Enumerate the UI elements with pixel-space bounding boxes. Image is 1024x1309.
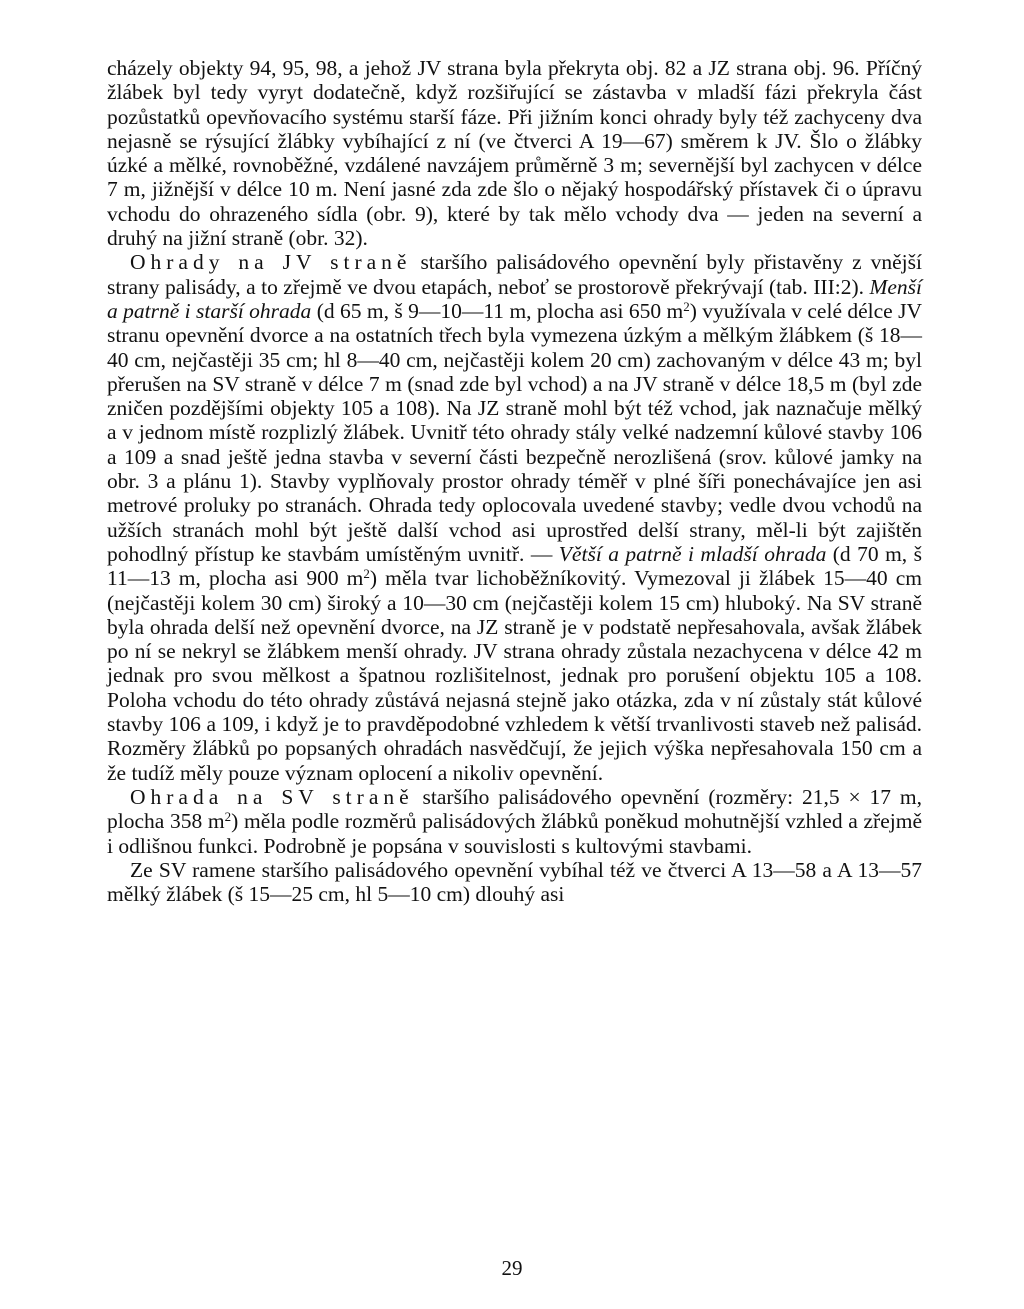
paragraph-2-text-3: ) využívala v celé délce JV stranu opevnění dvorce a na ostatních třech byla vymezena úzkým a mělkým žlábkem (š 18—40 cm, nejčastěji 35 cm; hl 8—40 cm, nejčastěji kolem 20 cm) zachovaným v délce 43 m; byl přerušen na SV straně v délce 7 m (snad zde byl vchod) a na JV straně v délce 18,5 m (byl zde zničen pozdějšími objekty 105 a 108). Na JZ straně mohl být též vchod, jak naznačuje mělký a v jednom místě rozplizlý žlábek. Uvnitř této ohrady stály velké nadzemní kůlové stavby 106 a 109 a snad ještě jedna stavba v severní části bezpečně nerozlišená (srov. kůlové jamky na obr. 3 a plánu 1). Stavby vyplňovaly prostor ohrady téměř v plné šíři ponechávajíce jen asi metrové proluky po stranách. Ohrada tedy oplocovala uvedené stavby; vedle dvou vchodů na užších stranách mohl být ještě další vchod asi uprostřed delší strany, měl-li být zajištěn pohodlný přístup ke stavbám umístěným uvnitř. —: [107, 298, 922, 566]
paragraph-4: Ze SV ramene staršího palisádového opevnění vybíhal též ve čtverci A 13—58 a A 13—57 mělký žlábek (š 15—25 cm, hl 5—10 cm) dlouhý asi: [107, 857, 922, 907]
superscript: 2: [363, 566, 370, 582]
paragraph-2: [107, 250, 922, 785]
paragraph-2-text-5: ) měla tvar lichoběžníkovitý. Vymezoval ji žlábek 15—40 cm (nejčastěji kolem 30 cm) široký a 10—30 cm (nejčastěji kolem 15 cm) hluboký. Na SV straně byla ohrada delší než opevnění dvorce, na JZ straně je v podstatě nepřesahovala, avšak žlábek po ní se nekryl se žlábkem menší ohrady. JV strana ohrady zůstala nezachycena v délce 42 m jednak pro svou mělkost a špatnou rozlišitelnost, jednak pro porušení objektu 105 a 108. Poloha vchodu do této ohrady zůstává nejasná stejně jako otázka, zda v ní zůstaly stát kůlové stavby 106 a 109, i když je to pravděpodobné vzhledem k větší trvanlivosti staveb než palisád. Rozměry žlábků po popsaných ohradách nasvědčují, že jejich výška nepřesahovala 150 cm a že tudíž měly pouze význam oplocení a nikoliv opevnění.: [107, 566, 922, 785]
page-text: [107, 56, 922, 906]
paragraph-3: [107, 785, 922, 858]
superscript: 2: [224, 809, 232, 825]
paragraph-2-text-1: staršího palisádového opevnění byly přistavěny z vnější strany palisády, a to zřejmě ve dvou etapách, neboť se prostorově překrývají (tab. III:2).: [107, 250, 922, 299]
paragraph-3-text-2: ) měla podle rozměrů palisádových žlábků poněkud mohutnější vzhled a zřejmě i odlišnou funkci. Podrobně je popsána v souvislosti s kultovými stavbami.: [107, 809, 922, 858]
paragraph-2-text-2: (d 65 m, š 9—10—11 m, plocha asi 650 m: [311, 298, 684, 323]
page-number: 29: [501, 1256, 523, 1280]
paragraph-3-heading: Ohrada na SV straně: [130, 784, 414, 809]
paragraph-1: cházely objekty 94, 95, 98, a jehož JV strana byla překryta obj. 82 a JZ strana obj. 96. Příčný žlábek byl tedy vyryt dodatečně, když rozšiřující se zástavba v mladší fázi překryla část pozůstatků opevňovacího systému starší fáze. Při jižním konci ohrady byly též zachyceny dva nejasně se rýsující žlábky vybíhající z ní (ve čtverci A 19—67) směrem k JV. Šlo o žlábky úzké a mělké, rovnoběžné, vzdálené navzájem průměrně 3 m; severnější byl zachycen v délce 7 m, jižnější v délce 10 m. Není jasné zda zde šlo o nějaký hospodářský přístavek či o úpravu vchodu do ohrazeného sídla (obr. 9), které by tak mělo vchody dva — jeden na severní a druhý na jižní straně (obr. 32).: [107, 56, 922, 251]
smaller-enclosure-term: Menší a patrně i starší ohrada: [107, 274, 922, 323]
paragraph-3-text-1: staršího palisádového opevnění (rozměry: 21,5 × 17 m, plocha 358 m: [107, 784, 922, 834]
paragraph-2-text-4: (d 70 m, š 11—13 m, plocha asi 900 m: [107, 541, 922, 591]
superscript: 2: [683, 298, 690, 314]
paragraph-2-heading: Ohrady na JV straně: [130, 250, 412, 275]
larger-enclosure-term: Větší a patrně i mladší ohrada: [558, 541, 827, 566]
